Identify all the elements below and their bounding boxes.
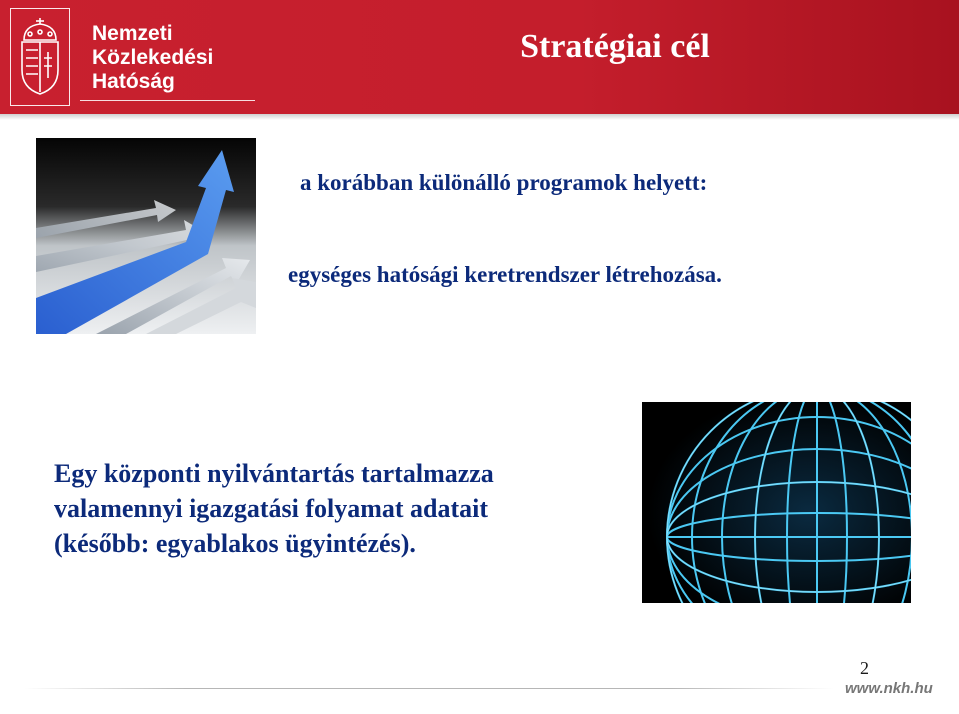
- footer-url: www.nkh.hu: [845, 680, 933, 697]
- content-line-1: a korábban különálló programok helyett:: [300, 170, 708, 195]
- slide-header: [0, 0, 959, 114]
- slide-title: Stratégiai cél: [520, 28, 710, 65]
- paragraph-line: Egy központi nyilvántartás tartalmazza: [54, 459, 494, 488]
- coat-of-arms-icon: [18, 18, 62, 96]
- wireframe-globe-image: [642, 402, 911, 603]
- paragraph-line: valamennyi igazgatási folyamat adatait: [54, 494, 489, 523]
- header-shadow: [0, 114, 959, 120]
- content-paragraph: [54, 456, 624, 561]
- paragraph-line: (később: egyablakos ügyintézés).: [54, 529, 416, 558]
- content-line-2: egységes hatósági keretrendszer létrehozása.: [288, 262, 722, 287]
- rising-arrows-image: [36, 138, 256, 334]
- footer-divider: [24, 688, 834, 689]
- org-name-line: Közlekedési: [92, 46, 214, 69]
- page-number: 2: [860, 658, 869, 678]
- logo-underline: [80, 100, 255, 101]
- org-name-line: Hatóság: [92, 70, 175, 93]
- organization-name: [92, 22, 213, 94]
- org-name-line: Nemzeti: [92, 22, 173, 45]
